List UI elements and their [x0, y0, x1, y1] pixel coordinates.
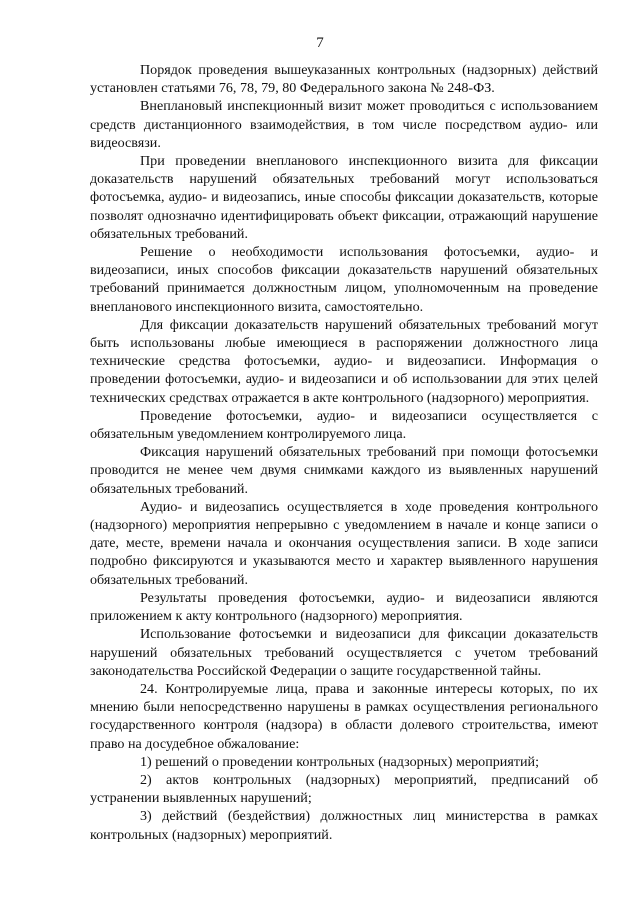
list-item: 2) актов контрольных (надзорных) мероприятий, предписаний об устранении выявленных нарушений; — [90, 771, 598, 807]
paragraph: Внеплановый инспекционный визит может проводиться с использованием средств дистанционного взаимодействия, в том числе посредством аудио- или видеосвязи. — [90, 98, 598, 151]
list-item: 1) решений о проведении контрольных (надзорных) мероприятий; — [140, 753, 539, 770]
paragraph: Проведение фотосъемки, аудио- и видеозаписи осуществляется с обязательным уведомлением контролируемого лица. — [90, 407, 598, 443]
list-item: 3) действий (бездействия) должностных лиц министерства в рамках контрольных (надзорных) мероприятий. — [90, 808, 598, 843]
paragraph-item-24: 24. Контролируемые лица, права и законные интересы которых, по их мнению были непосредственно нарушены в рамках осуществления регионального государственного контроля (надзора) в области долевого строительства, имеют право на досудебное обжалование: — [90, 680, 598, 752]
paragraph: Фиксация нарушений обязательных требований при помощи фотосъемки проводится не менее чем двумя снимками каждого из выявленных нарушений обязательных требований. — [90, 444, 598, 497]
paragraph: Использование фотосъемки и видеозаписи для фиксации доказательств нарушений обязательных требований осуществляется с учетом требований законодательства Российской Федерации о защите государственной тайны. — [90, 626, 598, 679]
paragraph: Результаты проведения фотосъемки, аудио- и видеозаписи являются приложением к акту контрольного (надзорного) мероприятия. — [90, 589, 598, 625]
paragraph: Для фиксации доказательств нарушений обязательных требований могут быть использованы любые имеющиеся в распоряжении должностного лица технические средства фотосъемки, аудио- и видеозаписи. Информация о проведении фотосъемки, аудио- и видеозаписи и об использовании для этих целей технических средствах отражается в акте контрольного (надзорного) мероприятия. — [90, 316, 598, 406]
paragraph: Решение о необходимости использования фотосъемки, аудио- и видеозаписи, иных способов фиксации доказательств нарушений обязательных требований принимается должностным лицом, уполномоченным на проведение внепланового инспекционного визита, самостоятельно. — [90, 244, 598, 315]
page-number: 7 — [316, 35, 324, 51]
document-body — [90, 61, 598, 844]
paragraph: Порядок проведения вышеуказанных контрольных (надзорных) действий установлен статьями 76, 78, 79, 80 Федерального закона № 248-ФЗ. — [90, 62, 598, 97]
paragraph: При проведении внепланового инспекционного визита для фиксации доказательств нарушений обязательных требований могут использоваться фотосъемка, аудио- и видеозапись, иные способы фиксации доказательств, которые позволят однозначно идентифицировать объект фиксации, отражающий нарушение обязательных требований. — [90, 153, 598, 242]
paragraph: Аудио- и видеозапись осуществляется в ходе проведения контрольного (надзорного) мероприятия непрерывно с уведомлением в начале и конце записи о дате, месте, времени начала и окончания осуществления записи. В ходе записи подробно фиксируются и указываются место и характер выявленного нарушения обязательных требований. — [90, 498, 598, 588]
